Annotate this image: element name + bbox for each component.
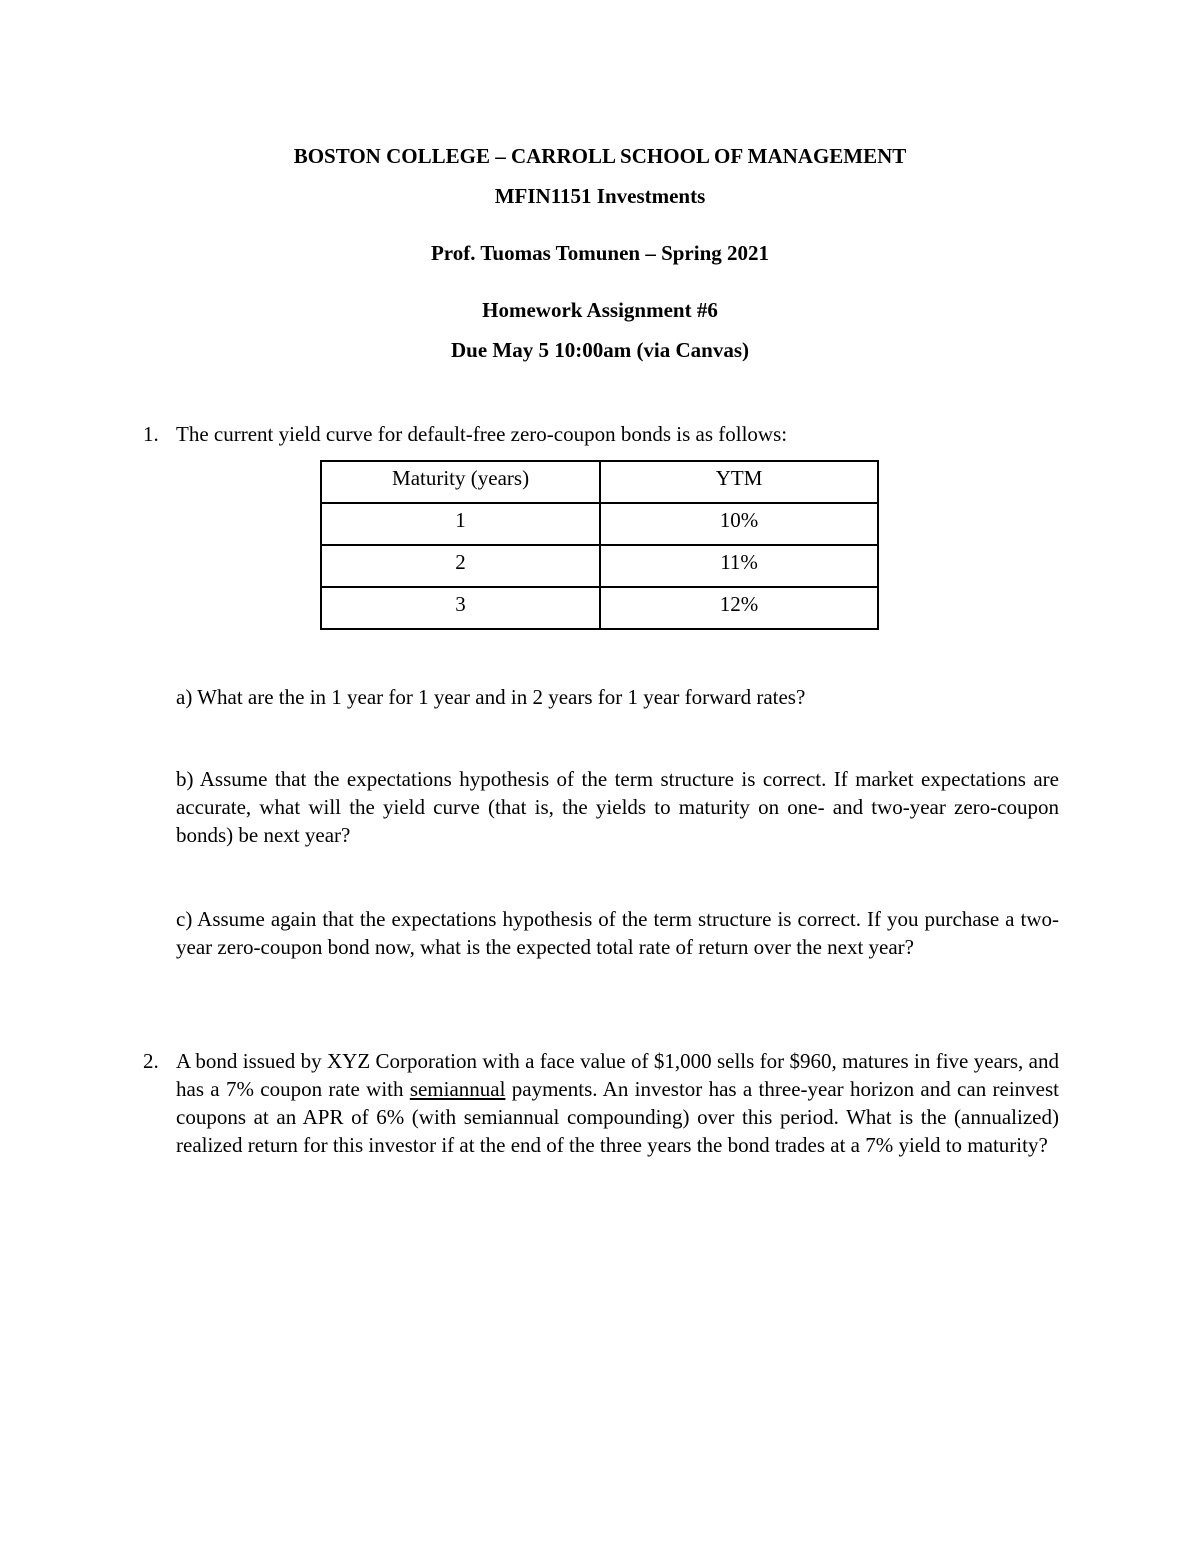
table-cell: 1 bbox=[321, 503, 600, 545]
question-1c: c) Assume again that the expectations hypothesis of the term structure is correct. If you purchase a two-year zero-coupon bond now, what is the expected total rate of return over the next year? bbox=[176, 907, 1059, 959]
due-date: Due May 5 10:00am (via Canvas) bbox=[450, 338, 750, 362]
table-cell: 12% bbox=[600, 587, 878, 629]
table-row bbox=[321, 545, 878, 587]
assignment-title: Homework Assignment #6 bbox=[482, 298, 718, 322]
question-1-number: 1. bbox=[143, 422, 159, 446]
question-1b: b) Assume that the expectations hypothesis of the term structure is correct. If market expectations are accurate, what will the yield curve (that is, the yields to maturity on one- and two-year zero-coupon bonds) be next year? bbox=[176, 767, 1059, 847]
table-row bbox=[321, 587, 878, 629]
question-1a: a) What are the in 1 year for 1 year and in 2 years for 1 year forward rates? bbox=[176, 685, 806, 709]
yield-curve-table bbox=[320, 460, 879, 630]
table-header-cell: YTM bbox=[600, 461, 878, 503]
instructor-line: Prof. Tuomas Tomunen – Spring 2021 bbox=[430, 241, 770, 265]
table-row bbox=[321, 503, 878, 545]
table-cell: 3 bbox=[321, 587, 600, 629]
table-cell: 11% bbox=[600, 545, 878, 587]
question-1-prompt: The current yield curve for default-free zero-coupon bonds is as follows: bbox=[176, 422, 788, 446]
semiannual-underlined: semiannual bbox=[409, 1077, 506, 1101]
question-2-text-end: payments. An investor has a three-year horizon and can reinvest coupons at an APR of 6% (with semiannual compounding) over this period. What is the (annualized) realized return for this investor if at the end of the three years the bond trades at a 7% yield to maturity? bbox=[176, 1077, 1059, 1157]
course-title: MFIN1151 Investments bbox=[494, 184, 706, 208]
question-2-number: 2. bbox=[143, 1049, 159, 1073]
question-2-text bbox=[176, 1047, 1059, 1159]
question-2-text-start: A bond issued by XYZ Corporation with a face value of $1,000 sells for $960, matures in five years, and has a 7% coupon rate with bbox=[176, 1049, 1059, 1101]
table-header-row bbox=[321, 461, 878, 503]
institution-heading: BOSTON COLLEGE – CARROLL SCHOOL OF MANAGEMENT bbox=[293, 144, 907, 168]
table-cell: 10% bbox=[600, 503, 878, 545]
table-header-cell: Maturity (years) bbox=[321, 461, 600, 503]
table-cell: 2 bbox=[321, 545, 600, 587]
